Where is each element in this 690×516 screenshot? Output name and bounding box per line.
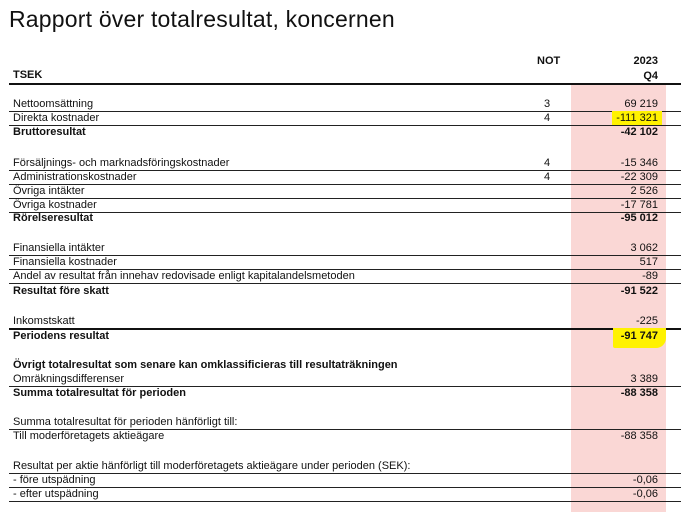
row-divider [9,501,681,502]
row-label: - efter utspädning [13,488,99,500]
row-value: -0,06 [632,488,658,500]
row-label: Andel av resultat från innehav redovisade enligt kapitalandelsmetoden [13,270,355,282]
row-value: -88 358 [620,430,658,442]
row-label: Administrationskostnader [13,171,137,183]
row-value: 69 219 [624,98,658,110]
row-value: 3 389 [630,373,658,385]
row-note: 4 [543,171,551,183]
row-value: -89 [642,270,658,282]
row-label: Summa totalresultat för perioden [13,387,186,399]
row-value: -225 [635,315,658,327]
row-label: Resultat per aktie hänförligt till moderföretagets aktieägare under perioden (SEK): [13,460,411,472]
page-title: Rapport över totalresultat, koncernen [9,6,395,32]
row-value: -88 358 [620,387,658,399]
row-value: 2 526 [630,185,658,197]
row-label: Försäljnings- och marknadsföringskostnader [13,157,230,169]
highlighted-value: -91 747 [613,328,666,348]
row-value: -91 522 [620,285,658,297]
year-column-header: 2023 [633,55,658,67]
row-value: -42 102 [620,126,658,138]
header-rule [9,83,681,85]
note-column-header: NOT [537,55,561,67]
row-label: Direkta kostnader [13,112,100,124]
row-label: Övrigt totalresultat som senare kan omklassificieras till resultaträkningen [13,359,398,371]
row-label: Summa totalresultat för perioden hänförligt till: [13,416,238,428]
row-label: - före utspädning [13,474,96,486]
row-value: 3 062 [630,242,658,254]
row-value: -17 781 [620,199,658,211]
row-divider [9,184,681,185]
row-value: -22 309 [620,171,658,183]
row-note: 3 [543,98,551,110]
row-value: -0,06 [632,474,658,486]
row-label: Resultat före skatt [13,285,109,297]
row-label: Till moderföretagets aktieägare [13,430,165,442]
row-divider [9,487,681,488]
row-divider [9,473,681,474]
row-label: Övriga kostnader [13,199,97,211]
row-divider [9,283,681,284]
current-period-column-highlight [571,84,666,512]
row-divider [9,198,681,199]
row-divider [9,212,681,213]
row-label: Finansiella kostnader [13,256,117,268]
row-label: Periodens resultat [13,330,109,342]
row-label: Övriga intäkter [13,185,85,197]
highlighted-value: -111 321 [612,111,662,125]
row-label: Nettoomsättning [13,98,94,110]
row-divider [9,125,681,126]
row-label: Finansiella intäkter [13,242,105,254]
row-label: Rörelseresultat [13,212,94,224]
row-divider [9,328,681,330]
row-note: 4 [543,112,551,124]
row-value: 517 [639,256,658,268]
row-divider [9,111,681,112]
row-label: Omräkningsdifferenser [13,373,125,385]
unit-label: TSEK [13,69,43,81]
row-value: -95 012 [620,212,658,224]
row-value: -15 346 [620,157,658,169]
row-label: Inkomstskatt [13,315,75,327]
quarter-column-header: Q4 [643,70,658,82]
row-note: 4 [543,157,551,169]
row-label: Bruttoresultat [13,126,86,138]
